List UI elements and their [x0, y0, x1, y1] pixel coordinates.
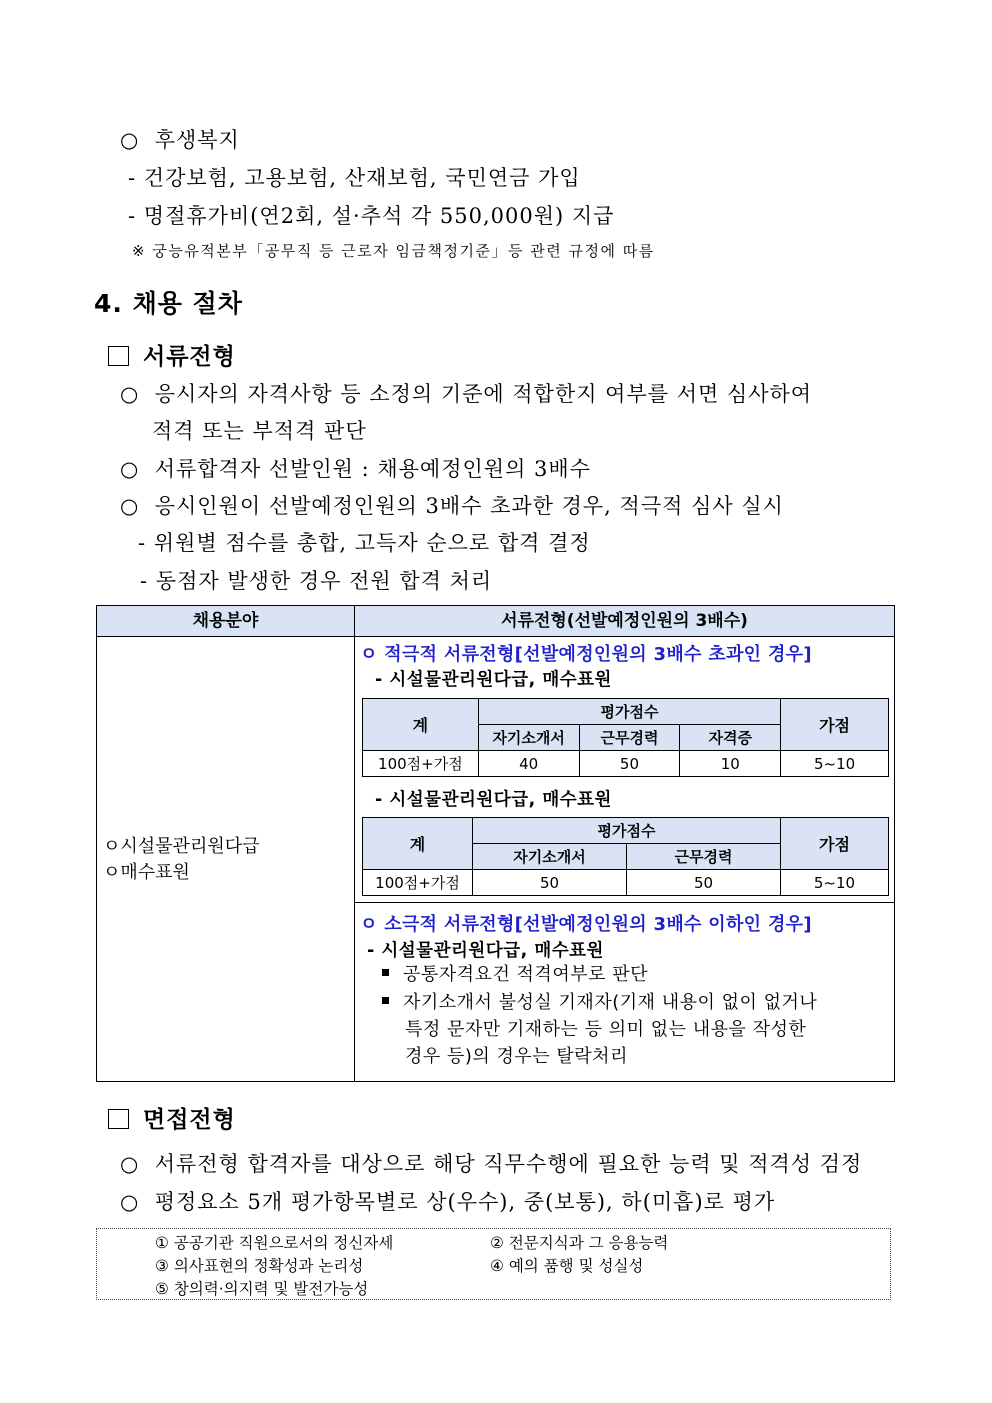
col-group: 평가점수: [473, 818, 781, 844]
passive-bullet: 자기소개서 불성실 기재자(기재 내용이 없이 없거나: [382, 989, 817, 1016]
circle-bullet-icon: ○: [120, 494, 140, 518]
criteria-item: ③ 의사표현의 정확성과 논리성: [155, 1257, 364, 1275]
interview-bullet: ○ 서류전형 합격자를 대상으로 해당 직무수행에 필요한 능력 및 적격성 검정: [120, 1152, 863, 1176]
circle-bullet-icon: ○: [120, 382, 140, 406]
interview-bullet: ○ 평정요소 5개 평가항목별로 상(우수), 중(보통), 하(미흡)로 평가: [120, 1190, 776, 1214]
screening-cell: [355, 637, 894, 1081]
circle-bullet-icon: ○: [120, 457, 140, 481]
circle-bullet-icon: ○: [120, 1190, 140, 1214]
welfare-item: - 명절휴가비(연2회, 설·추석 각 550,000원) 지급: [128, 204, 615, 228]
table-row: 100점+가점 40 50 10 5~10: [363, 751, 889, 777]
field-item: ㅇ시설물관리원다급: [103, 836, 260, 857]
sub-col: 근무경력: [579, 725, 680, 751]
interview-heading: 면접전형: [108, 1101, 236, 1134]
screening-bullet: ○ 응시자의 자격사항 등 소정의 기준에 적합한지 여부를 서면 심사하여: [120, 382, 813, 406]
field-cell: [97, 637, 355, 1081]
passive-bullet-cont: 경우 등)의 경우는 탈락처리: [405, 1046, 628, 1067]
col-total: 계: [363, 699, 479, 751]
col-bonus: 가점: [781, 699, 889, 751]
passive-label: - 시설물관리원다급, 매수표원: [367, 941, 604, 961]
col-bonus: 가점: [781, 818, 889, 870]
field-item: ㅇ매수표원: [103, 862, 190, 883]
col-group: 평가점수: [478, 699, 780, 725]
criteria-item: ④ 예의 품행 및 성실성: [490, 1257, 644, 1275]
welfare-item: - 건강보험, 고용보험, 산재보험, 국민연금 가입: [128, 166, 581, 190]
section-title: 4. 채용 절차: [94, 289, 243, 318]
criteria-item: ② 전문지식과 그 응용능력: [490, 1234, 669, 1252]
active-table2-label: - 시설물관리원다급, 매수표원: [375, 790, 612, 810]
sub-col: 근무경력: [627, 844, 781, 870]
screening-bullet: ○ 서류합격자 선발인원 : 채용예정인원의 3배수: [120, 457, 591, 481]
sub-col: 자기소개서: [473, 844, 627, 870]
welfare-note: ※ 궁능유적본부「공무직 등 근로자 임금책정기준」등 관련 규정에 따름: [132, 242, 655, 260]
passive-screening-block: [355, 903, 894, 1081]
header-field: 채용분야: [97, 606, 355, 637]
passive-bullet: 공통자격요건 적격여부로 판단: [382, 961, 648, 988]
welfare-heading: ○ 후생복지: [120, 128, 240, 152]
document-screening-heading: 서류전형: [108, 338, 236, 371]
screening-sub-item: - 동점자 발생한 경우 전원 합격 처리: [140, 569, 493, 593]
passive-bullet-cont: 특정 문자만 기재하는 등 의미 없는 내용을 작성한: [405, 1019, 807, 1040]
sub-col: 자격증: [680, 725, 781, 751]
screening-bullet: ○ 응시인원이 선발예정인원의 3배수 초과한 경우, 적극적 심사 실시: [120, 494, 784, 518]
screening-bullet-cont: 적격 또는 부적격 판단: [152, 419, 367, 443]
header-screening: 서류전형(선발예정인원의 3배수): [501, 611, 748, 631]
screening-table: [96, 605, 895, 1082]
checkbox-square-icon: [108, 1109, 129, 1129]
screening-sub-item: - 위원별 점수를 총합, 고득자 순으로 합격 결정: [138, 531, 591, 555]
sub-col: 자기소개서: [478, 725, 579, 751]
table-header-row: [97, 606, 894, 637]
active-screening-title: ㅇ 적극적 서류전형[선발예정인원의 3배수 초과인 경우]: [360, 644, 812, 665]
table-row: 100점+가점 50 50 5~10: [363, 870, 889, 896]
active-screening-block: [355, 637, 894, 903]
score-table-2: [362, 817, 889, 896]
circle-bullet-icon: ○: [120, 128, 140, 152]
criteria-item: ⑤ 창의력·의지력 및 발전가능성: [155, 1280, 369, 1298]
square-bullet-icon: [382, 969, 389, 976]
passive-screening-title: ㅇ 소극적 서류전형[선발예정인원의 3배수 이하인 경우]: [360, 914, 812, 935]
interview-criteria-box: [96, 1228, 891, 1300]
score-table-1: [362, 698, 889, 777]
criteria-item: ① 공공기관 직원으로서의 정신자세: [155, 1234, 394, 1252]
col-total: 계: [363, 818, 473, 870]
checkbox-square-icon: [108, 346, 129, 366]
active-table1-label: - 시설물관리원다급, 매수표원: [375, 670, 612, 690]
square-bullet-icon: [382, 997, 389, 1004]
circle-bullet-icon: ○: [120, 1152, 140, 1176]
